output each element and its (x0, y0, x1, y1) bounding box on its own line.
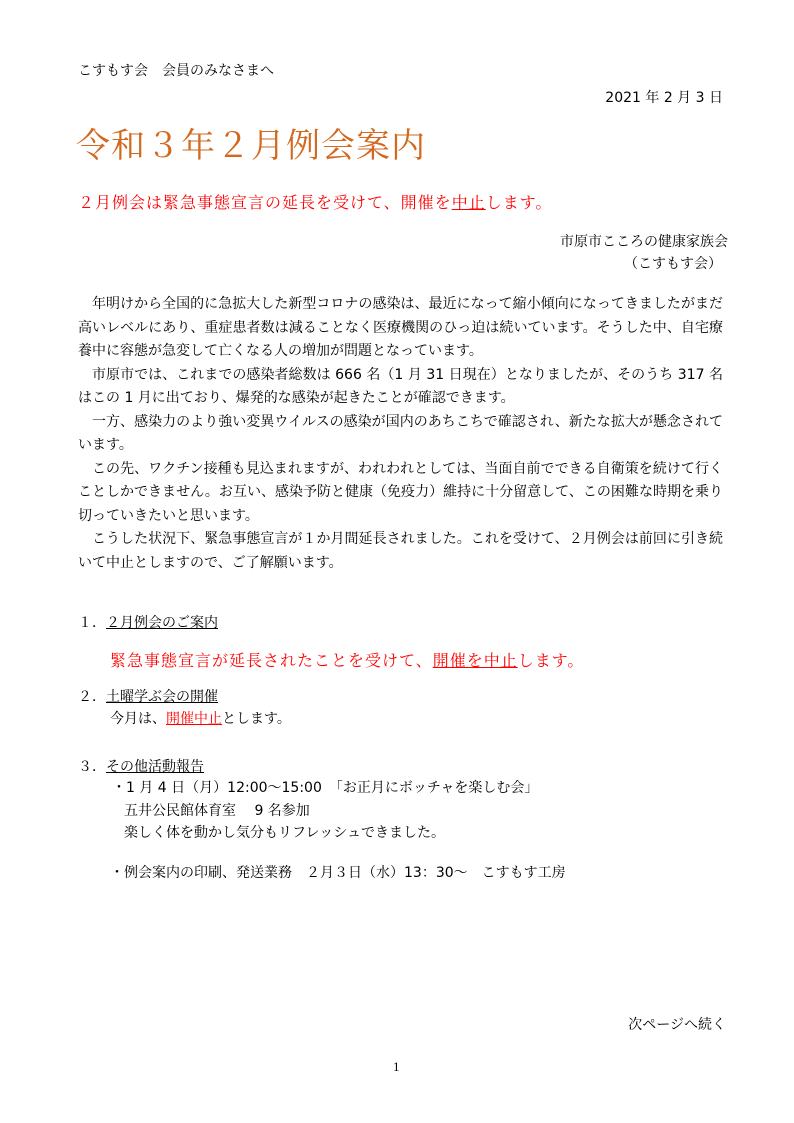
addressee: こすもす会 会員のみなさまへ (78, 63, 274, 79)
section-1-text-emphasis: 開催を中止 (432, 651, 518, 670)
section-1-text-before: 緊急事態宣言が延長されたことを受けて、 (110, 651, 433, 670)
section-2-body (110, 708, 291, 728)
activity-item-1-line-3: 楽しく体を動かし気分もリフレッシュできました。 (124, 825, 446, 841)
page-number: 1 (393, 1059, 400, 1074)
section-2-text-emphasis: 開催中止 (166, 711, 222, 727)
section-title: その他活動報告 (106, 759, 204, 775)
section-1-text-after: します。 (517, 651, 585, 670)
section-title: ２月例会のご案内 (106, 615, 218, 631)
body-paragraph: こうした状況下、緊急事態宣言が１か月間延長されました。これを受けて、２月例会は前回に引き続いて中止としますので、ご了解願います。 (78, 531, 723, 571)
sender-org: 市原市こころの健康家族会 (560, 234, 728, 250)
section-2-text-before: 今月は、 (110, 711, 166, 727)
notice-text-after: します。 (485, 193, 553, 212)
section-3-heading (78, 756, 204, 776)
section-2-heading (78, 686, 218, 706)
section-1-heading (78, 612, 218, 632)
activity-item-1-line-2: 五井公民館体育室 9 名参加 (124, 803, 310, 819)
notice-text-emphasis: 中止 (451, 193, 486, 212)
body-paragraph: 一方、感染力のより強い変異ウイルスの感染が国内のあちこちで確認され、新たな拡大が懸念されています。 (78, 413, 723, 453)
body-paragraph: 市原市では、これまでの感染者総数は 666 名（1 月 31 日現在）となりましたが、そのうち 317 名はこの 1 月に出ており、爆発的な感染が起きたことが確認できます。 (78, 366, 723, 406)
section-number: ３． (78, 759, 106, 775)
activity-item-1-line-1: ・1 月 4 日（月）12:00～15:00 「お正月にボッチャを楽しむ会」 (112, 780, 539, 796)
body-paragraph: この先、ワクチン接種も見込まれますが、われわれとしては、当面自前でできる自衛策を続けて行くことしかできません。お互い、感染予防と健康（免疫力）維持に十分留意して、この困難な時期を乗り切っていきたいと思います。 (78, 460, 723, 524)
continue-note: 次ページへ続く (628, 1017, 726, 1033)
section-1-body (110, 648, 584, 671)
notice-text-before: ２月例会は緊急事態宣言の延長を受けて、開催を (78, 193, 452, 212)
sender-short-name: （こすもす会） (624, 256, 722, 272)
cancellation-notice (78, 190, 552, 213)
body-text (78, 293, 723, 575)
body-paragraph: 年明けから全国的に急拡大した新型コロナの感染は、最近になって縮小傾向になってきましたがまだ高いレベルにあり、重症患者数は減ることなく医療機関のひっ迫は続いています。そうした中、自宅療養中に容態が急変して亡くなる人の増加が問題となっています。 (78, 296, 723, 359)
section-2-text-after: とします。 (222, 711, 291, 727)
section-number: １． (78, 615, 106, 631)
page-title: 令和３年２月例会案内 (76, 126, 426, 166)
document-date: 2021 年 2 月 3 日 (605, 90, 723, 106)
activity-item-2: ・例会案内の印刷、発送業務 ２月３日（水）13：30～ こすもす工房 (110, 865, 566, 881)
section-number: ２． (78, 689, 106, 705)
section-title: 土曜学ぶ会の開催 (106, 689, 218, 705)
